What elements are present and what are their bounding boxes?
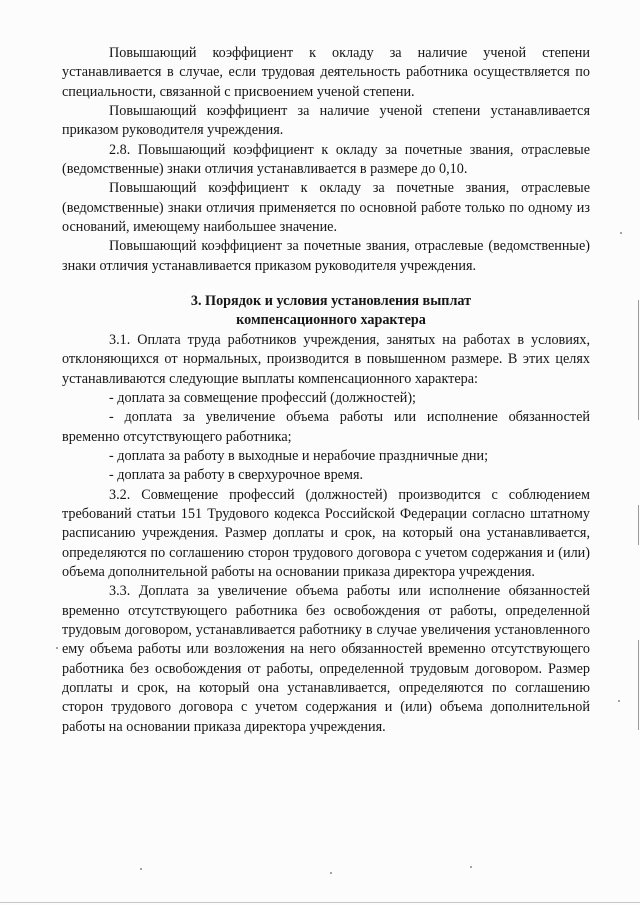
list-item-extra-work: - доплата за увеличение объема работы или исполнение обязанностей временно отсутствующего работника; [62, 409, 590, 445]
section-3-title: 3. Порядок и условия установления выплат компенсационного характера [190, 293, 472, 329]
scan-speck [620, 232, 622, 234]
paragraph-2-8: 2.8. Повышающий коэффициент к окладу за почетные звания, отраслевые (ведомственные) знаки отличия устанавливается в размере до 0,10. [62, 141, 590, 178]
list-item-overtime: - доплата за работу в сверхурочное время. [109, 467, 364, 484]
paragraph-degree-order: Повышающий коэффициент за наличие ученой степени устанавливается приказом руководителя учреждения. [62, 103, 590, 139]
paragraph-titles-order: Повышающий коэффициент за почетные звания, отраслевые (ведомственные) знаки отличия устанавливается приказом руководителя учреждения. [62, 238, 590, 274]
paragraph-titles-basis: Повышающий коэффициент к окладу за почетные звания, отраслевые (ведомственные) знаки отличия применяется по основной работе только по одному из оснований, имеющему наибольшее значение. [62, 180, 590, 236]
document-body [62, 44, 590, 737]
scan-speck [330, 872, 332, 874]
scan-edge-right-lower [638, 505, 639, 545]
paragraph-3-3: 3.3. Доплата за увеличение объема работы или исполнение обязанностей временно отсутствующего работника без освобождения от работы, определенной трудовым договором, устанавливается работнику в случае увеличения установленного ему объема работы или возложения на него обязанностей временно отсутствующего работника без освобождения от работы, определенной трудовым договором. Размер доплаты и срок, на который она устанавливается, определяются по соглашению сторон трудового договора с учетом содержания и (или) объема дополнительной работы на основании приказа директора учреждения. [62, 583, 590, 735]
paragraph-3-1: 3.1. Оплата труда работников учреждения, занятых на работах в условиях, отклоняющихся от нормальных, производится в повышенном размере. В этих целях устанавливаются следующие выплаты компенсационного характера: [62, 331, 590, 387]
scan-speck [618, 700, 620, 702]
paragraph-degree-condition: Повышающий коэффициент к окладу за наличие ученой степени устанавливается в случае, если трудовая деятельность работника осуществляется по специальности, связанной с присвоением ученой степени. [62, 45, 590, 100]
list-item-holidays: - доплата за работу в выходные и нерабочие праздничные дни; [109, 447, 489, 464]
scan-speck [56, 647, 58, 649]
scan-edge-bottom [0, 902, 640, 903]
scan-speck [140, 868, 142, 870]
scan-edge-right [638, 300, 639, 420]
scan-speck [470, 866, 472, 868]
scan-edge-right-bottom [638, 640, 639, 730]
paragraph-3-2: 3.2. Совмещение профессий (должностей) производится с соблюдением требований статьи 151 Трудового кодекса Российской Федерации согласно штатному расписанию учреждения. Размер доплаты и срок, на который она устанавливается, определяются по соглашению сторон трудового договора с учетом содержания и (или) объема дополнительной работы на основании приказа директора учреждения. [62, 486, 590, 580]
list-item-combination: - доплата за совмещение профессий (должностей); [109, 389, 416, 406]
